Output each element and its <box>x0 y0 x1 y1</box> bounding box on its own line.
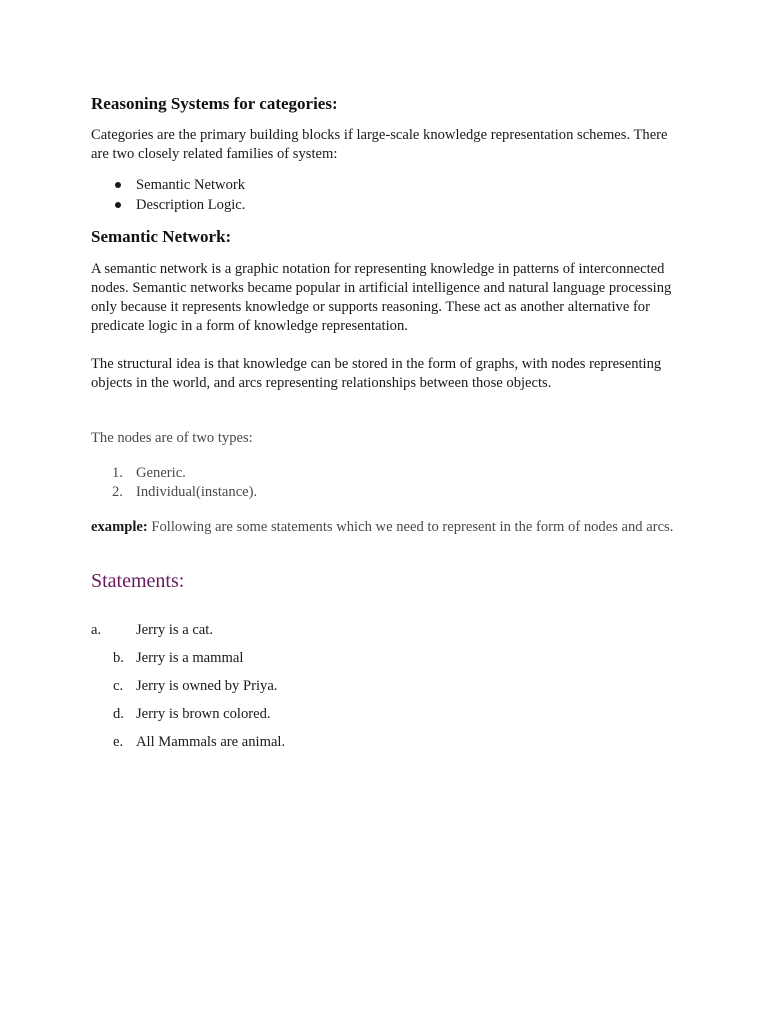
statement-text: Jerry is a cat. <box>136 622 213 638</box>
list-number: 2. <box>112 484 123 500</box>
list-item-label: Individual(instance). <box>136 484 258 500</box>
statement-text: Jerry is a mammal <box>136 650 244 666</box>
heading-semantic-network: Semantic Network: <box>91 227 232 246</box>
statements-heading: Statements: <box>91 570 185 592</box>
list-item <box>91 195 245 215</box>
list-item-label: Description Logic. <box>136 197 246 213</box>
intro-paragraph: Categories are the primary building blocks if large-scale knowledge representation schemes. There are two closely related families of system: <box>91 127 668 162</box>
bullet-icon <box>115 182 121 188</box>
heading-reasoning-systems: Reasoning Systems for categories: <box>91 94 338 113</box>
statement-text: Jerry is owned by Priya. <box>136 678 278 694</box>
statement-marker: b. <box>113 650 124 666</box>
node-types-list <box>91 464 257 502</box>
list-item-label: Generic. <box>136 465 186 481</box>
statement-marker: e. <box>113 734 124 750</box>
list-item <box>91 464 257 483</box>
example-text: Following are some statements which we need to represent in the form of nodes and arcs. <box>147 519 674 535</box>
semantic-paragraph-2: The structural idea is that knowledge can be stored in the form of graphs, with nodes representing objects in the world, and arcs representing relationships between those objects. <box>91 356 662 391</box>
list-item <box>91 175 245 195</box>
semantic-paragraph-1: A semantic network is a graphic notation for representing knowledge in patterns of interconnected nodes. Semantic networks became popular in artificial intelligence and natural language processing only because it represents knowledge or supports reasoning. These act as another alternative for predicate logic in a form of knowledge representation. <box>91 261 672 334</box>
list-item-label: Semantic Network <box>136 177 246 193</box>
bullet-icon <box>115 202 121 208</box>
statement-marker: d. <box>113 706 124 722</box>
statement-marker: a. <box>91 622 102 638</box>
statement-text: Jerry is brown colored. <box>136 706 271 722</box>
nodes-intro: The nodes are of two types: <box>91 430 253 446</box>
families-list <box>91 175 245 215</box>
example-paragraph <box>91 518 681 537</box>
example-label: example: <box>91 519 148 535</box>
list-number: 1. <box>112 465 123 481</box>
list-item <box>91 483 257 502</box>
statement-marker: c. <box>113 678 124 694</box>
statement-text: All Mammals are animal. <box>136 734 286 750</box>
